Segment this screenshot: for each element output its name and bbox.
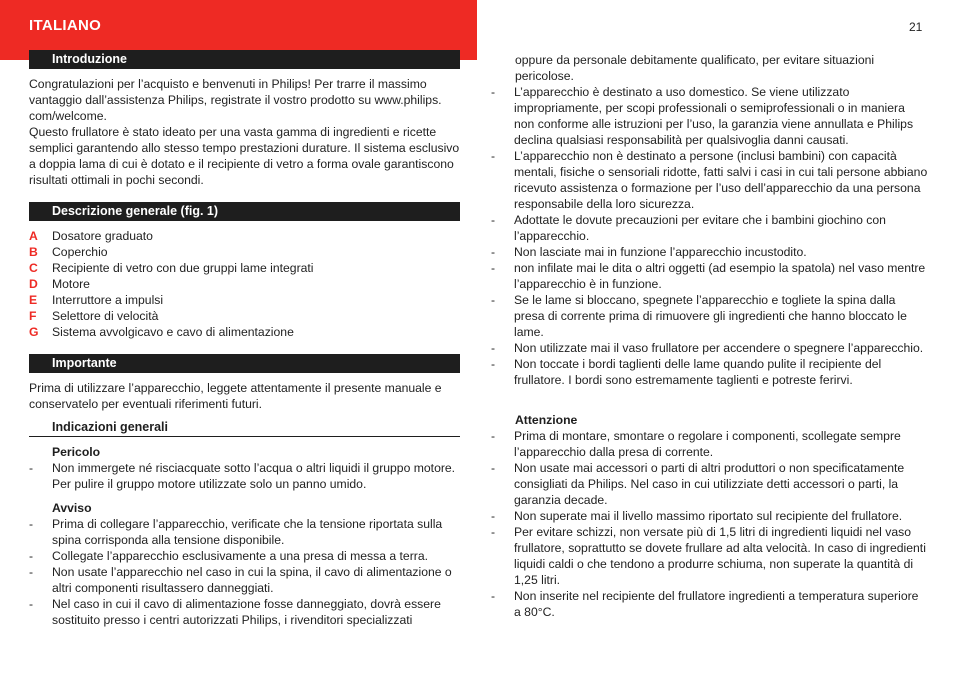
warning-heading: Avviso: [52, 501, 92, 515]
legend-text: Sistema avvolgicavo e cavo di alimentazione: [52, 325, 294, 339]
legend-text: Coperchio: [52, 245, 108, 259]
legend-letter: A: [29, 229, 38, 243]
important-paragraph: Prima di utilizzare l’apparecchio, leggete attentamente il presente manuale e conservatelo per eventuali riferimenti futuri.: [29, 381, 442, 411]
caution-heading: Attenzione: [515, 413, 578, 427]
legend-text: Interruttore a impulsi: [52, 293, 164, 307]
legend-letter: B: [29, 245, 38, 259]
subsection-title-indicazioni: Indicazioni generali: [29, 418, 460, 437]
legend-text: Dosatore graduato: [52, 229, 153, 243]
legend-letter: D: [29, 277, 38, 291]
list-item: - Collegate l’apparecchio esclusivamente a una presa di messa a terra.: [29, 548, 462, 564]
danger-heading: Pericolo: [52, 445, 101, 459]
section-title-descrizione: Descrizione generale (fig. 1): [29, 202, 460, 221]
legend-item: [29, 308, 158, 324]
legend-letter: C: [29, 261, 38, 275]
list-item: - Non inserite nel recipiente del frullatore ingredienti a temperatura superiore a 80°C.: [491, 588, 928, 620]
list-item: - Non usate l’apparecchio nel caso in cui la spina, il cavo di alimentazione o altri componenti risultassero danneggiati.: [29, 564, 462, 596]
list-item: - Non toccate i bordi taglienti delle lame quando pulite il recipiente del frullatore. I bordi sono estremamente taglienti e potreste ferirvi.: [491, 356, 928, 388]
language-label: ITALIANO: [29, 17, 102, 34]
intro-paragraph-2: Questo frullatore è stato ideato per una vasta gamma di ingredienti e ricette semplici garantendo allo stesso tempo prestazioni durature. Il sistema esclusivo a doppia lama di cui è dotato e il recipiente di vetro a forma ovale garantiscono risultati ottimali in pochi secondi.: [29, 125, 460, 187]
caution-list: [491, 428, 928, 620]
legend-item: [29, 260, 314, 276]
legend-letter: G: [29, 325, 39, 339]
list-item: - Nel caso in cui il cavo di alimentazione fosse danneggiato, dovrà essere sostituito presso i centri autorizzati Philips, i rivenditori specializzati: [29, 596, 462, 628]
warning-list: [29, 516, 462, 628]
list-item: - Non lasciate mai in funzione l’apparecchio incustodito.: [491, 244, 928, 260]
list-item: - Non utilizzate mai il vaso frullatore per accendere o spegnere l’apparecchio.: [491, 340, 928, 356]
list-item: - non infilate mai le dita o altri oggetti (ad esempio la spatola) nel vaso mentre l’apparecchio è in funzione.: [491, 260, 928, 292]
list-item: - Prima di montare, smontare o regolare i componenti, scollegate sempre l’apparecchio dalla presa di corrente.: [491, 428, 928, 460]
section-title-importante: Importante: [29, 354, 460, 373]
list-item: - Prima di collegare l’apparecchio, verificate che la tensione riportata sulla spina corrisponda alla tensione disponibile.: [29, 516, 462, 548]
page-number: 21: [909, 20, 923, 34]
list-item: - Se le lame si bloccano, spegnete l’apparecchio e togliete la spina dalla presa di corrente prima di rimuovere gli ingredienti che hanno bloccato le lame.: [491, 292, 928, 340]
legend-text: Recipiente di vetro con due gruppi lame integrati: [52, 261, 314, 275]
intro-paragraph-1: Congratulazioni per l’acquisto e benvenuti in Philips! Per trarre il massimo vantaggio dall’assistenza Philips, registrate il vostro prodotto su www.philips. com/welcome.: [29, 77, 442, 123]
danger-list: [29, 460, 462, 492]
legend-item: [29, 292, 163, 308]
legend-text: Motore: [52, 277, 90, 291]
list-item: - Non superate mai il livello massimo riportato sul recipiente del frullatore.: [491, 508, 928, 524]
legend-item: [29, 228, 153, 244]
list-item: - Non usate mai accessori o parti di altri produttori o non specificatamente consigliati da Philips. Nel caso in cui utilizziate detti accessori o parti, la garanzia decade.: [491, 460, 928, 508]
legend-letter: F: [29, 309, 37, 323]
list-item: - Adottate le dovute precauzioni per evitare che i bambini giochino con l’apparecchio.: [491, 212, 928, 244]
legend-item: [29, 276, 90, 292]
list-item: - Non immergete né risciacquate sotto l’acqua o altri liquidi il gruppo motore. Per pulire il gruppo motore utilizzate solo un panno umido.: [29, 460, 462, 492]
list-item: - Per evitare schizzi, non versate più di 1,5 litri di ingredienti liquidi nel vaso frullatore, soprattutto se dovete frullare ad alta velocità. In caso di ingredienti liquidi caldi o che tendono a produrre schiuma, non superate la quantità di 1,25 litri.: [491, 524, 928, 588]
legend-item: [29, 324, 294, 340]
legend-item: [29, 244, 108, 260]
section-title-introduzione: Introduzione: [29, 50, 460, 69]
warning-list-continued: [491, 84, 928, 388]
legend-letter: E: [29, 293, 38, 307]
legend-text: Selettore di velocità: [52, 309, 159, 323]
list-item: - L’apparecchio non è destinato a persone (inclusi bambini) con capacità mentali, fisiche o sensoriali ridotte, fatti salvi i casi in cui tali persone abbiano ricevuto assistenza o formazione per l’uso dell’apparecchio da una persona responsabile della loro sicurezza.: [491, 148, 928, 212]
continuation-paragraph: oppure da personale debitamente qualificato, per evitare situazioni pericolose.: [515, 53, 875, 83]
list-item: - L’apparecchio è destinato a uso domestico. Se viene utilizzato impropriamente, per scopi professionali o semiprofessionali o in maniera non conforme alle istruzioni per l’uso, la garanzia viene annullata e Philips declina qualsiasi responsabilità per qualsivoglia danni causati.: [491, 84, 928, 148]
